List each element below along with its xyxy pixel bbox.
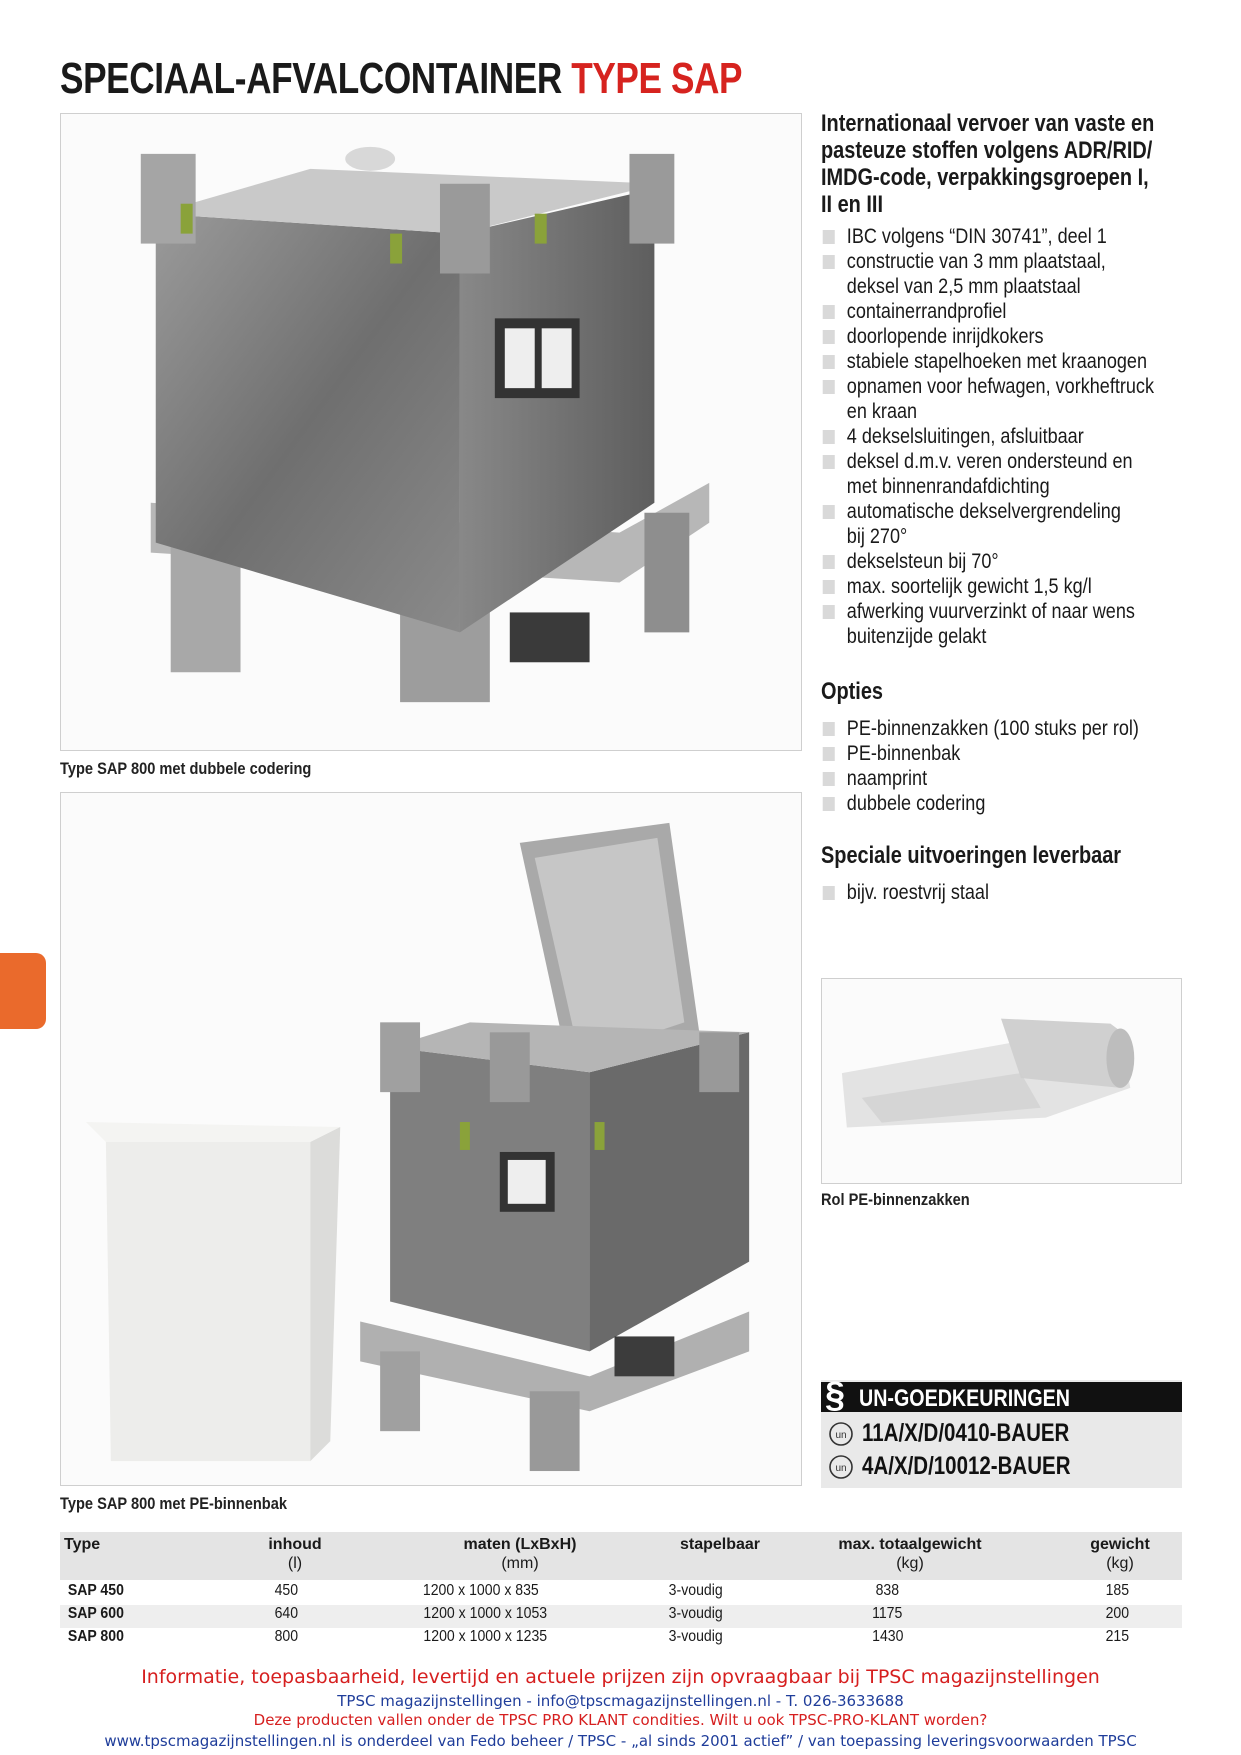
options-list: [821, 716, 1241, 816]
col-header-totaalgewicht: max. totaalgewicht (kg): [838, 1536, 982, 1572]
list-item: 4 dekselsluitingen, afsluitbaar: [821, 424, 1182, 449]
options-heading: Opties: [821, 678, 883, 705]
list-item: PE-binnenbak: [821, 741, 1182, 766]
caption-photo-closed: Type SAP 800 met dubbele codering: [60, 759, 312, 778]
list-item: PE-binnenzakken (100 stuks per rol): [821, 716, 1182, 741]
table-row: SAP 600 640 1200 x 1000 x 1053 3-voudig 1175 200: [60, 1605, 1182, 1628]
caption-photo-roll: Rol PE-binnenzakken: [821, 1190, 970, 1209]
bullet-square-icon: [823, 886, 835, 900]
footer-contact-line: TPSC magazijnstellingen - info@tpscmagazijnstellingen.nl - T. 026-3633688: [337, 1692, 904, 1710]
un-packaging-mark-icon: [826, 1421, 856, 1447]
table-row: SAP 800 800 1200 x 1000 x 1235 3-voudig 1430 215: [60, 1628, 1182, 1651]
bullet-square-icon: [823, 455, 835, 469]
bullet-square-icon: [823, 355, 835, 369]
list-item: constructie van 3 mm plaatstaal, deksel van 2,5 mm plaatstaal: [821, 249, 1182, 299]
un-approvals-title: UN-GOEDKEURINGEN: [859, 1385, 1071, 1412]
bullet-square-icon: [823, 722, 835, 736]
paragraph-icon: §: [825, 1374, 846, 1415]
list-item: max. soortelijk gewicht 1,5 kg/l: [821, 574, 1182, 599]
bullet-square-icon: [823, 430, 835, 444]
list-item: containerrandprofiel: [821, 299, 1182, 324]
footer-pro-klant-line: Deze producten vallen onder de TPSC PRO KLANT condities. Wilt u ook TPSC-PRO-KLANT worden?: [253, 1711, 988, 1729]
list-item: naamprint: [821, 766, 1182, 791]
bullet-square-icon: [823, 330, 835, 344]
list-item: afwerking vuurverzinkt of naar wens buitenzijde gelakt: [821, 599, 1182, 649]
bullet-square-icon: [823, 555, 835, 569]
product-photo-open-container: [60, 792, 802, 1486]
bullet-square-icon: [823, 505, 835, 519]
product-photo-pe-bag-roll: [821, 978, 1182, 1184]
bullet-square-icon: [823, 305, 835, 319]
col-header-stapelbaar: stapelbaar: [679, 1536, 761, 1553]
table-row: SAP 450 450 1200 x 1000 x 835 3-voudig 838 185: [60, 1582, 1182, 1605]
list-item: automatische dekselvergrendeling bij 270°: [821, 499, 1182, 549]
list-item: IBC volgens “DIN 30741”, deel 1: [821, 224, 1182, 249]
special-versions-list: [821, 880, 1241, 905]
bullet-square-icon: [823, 797, 835, 811]
un-approvals-header: [821, 1374, 1182, 1415]
list-item: deksel d.m.v. veren ondersteund en met binnenrandafdichting: [821, 449, 1182, 499]
bullet-square-icon: [823, 747, 835, 761]
bullet-square-icon: [823, 255, 835, 269]
bullet-square-icon: [823, 580, 835, 594]
feature-list: [821, 224, 1241, 649]
title-accent: TYPE SAP: [571, 54, 743, 103]
col-header-maten: maten (LxBxH) (mm): [463, 1536, 577, 1572]
bullet-square-icon: [823, 380, 835, 394]
list-item: opnamen voor hefwagen, vorkheftruck en kraan: [821, 374, 1182, 424]
table-header-row: [60, 1532, 1182, 1580]
title-main: SPECIAAL-AFVALCONTAINER: [60, 54, 562, 103]
bullet-square-icon: [823, 605, 835, 619]
intro-heading: Internationaal vervoer van vaste en pasteuze stoffen volgens ADR/RID/ IMDG-code, verpakkingsgroepen I, II en III: [821, 110, 1155, 218]
list-item: dekselsteun bij 70°: [821, 549, 1182, 574]
col-header-gewicht: gewicht (kg): [1090, 1536, 1150, 1572]
list-item: dubbele codering: [821, 791, 1182, 816]
svg-text:un: un: [835, 1430, 847, 1441]
col-header-type: Type: [64, 1536, 101, 1553]
list-item: stabiele stapelhoeken met kraanogen: [821, 349, 1182, 374]
un-code: 4A/X/D/10012-BAUER: [862, 1452, 1071, 1480]
caption-photo-open: Type SAP 800 met PE-binnenbak: [60, 1494, 287, 1513]
footer-info-line: Informatie, toepasbaarheid, levertijd en actuele prijzen zijn opvraagbaar bij TPSC magazijnstellingen: [141, 1666, 1100, 1688]
un-code: 11A/X/D/0410-BAUER: [862, 1419, 1070, 1447]
side-tab-marker: [0, 953, 46, 1029]
un-packaging-mark-icon: [826, 1454, 856, 1480]
bullet-square-icon: [823, 772, 835, 786]
page-title: [60, 54, 742, 104]
bullet-square-icon: [823, 230, 835, 244]
col-header-inhoud: inhoud (l): [268, 1536, 322, 1572]
footer-company-line: www.tpscmagazijnstellingen.nl is onderdeel van Fedo beheer / TPSC - „al sinds 2001 actief” / van toepassing leveringsvoorwaarden TPSC: [104, 1732, 1137, 1750]
svg-text:un: un: [835, 1463, 847, 1474]
special-versions-heading: Speciale uitvoeringen leverbaar: [821, 842, 1122, 869]
product-photo-closed-container: [60, 113, 802, 751]
list-item: doorlopende inrijdkokers: [821, 324, 1182, 349]
list-item: bijv. roestvrij staal: [821, 880, 1182, 905]
